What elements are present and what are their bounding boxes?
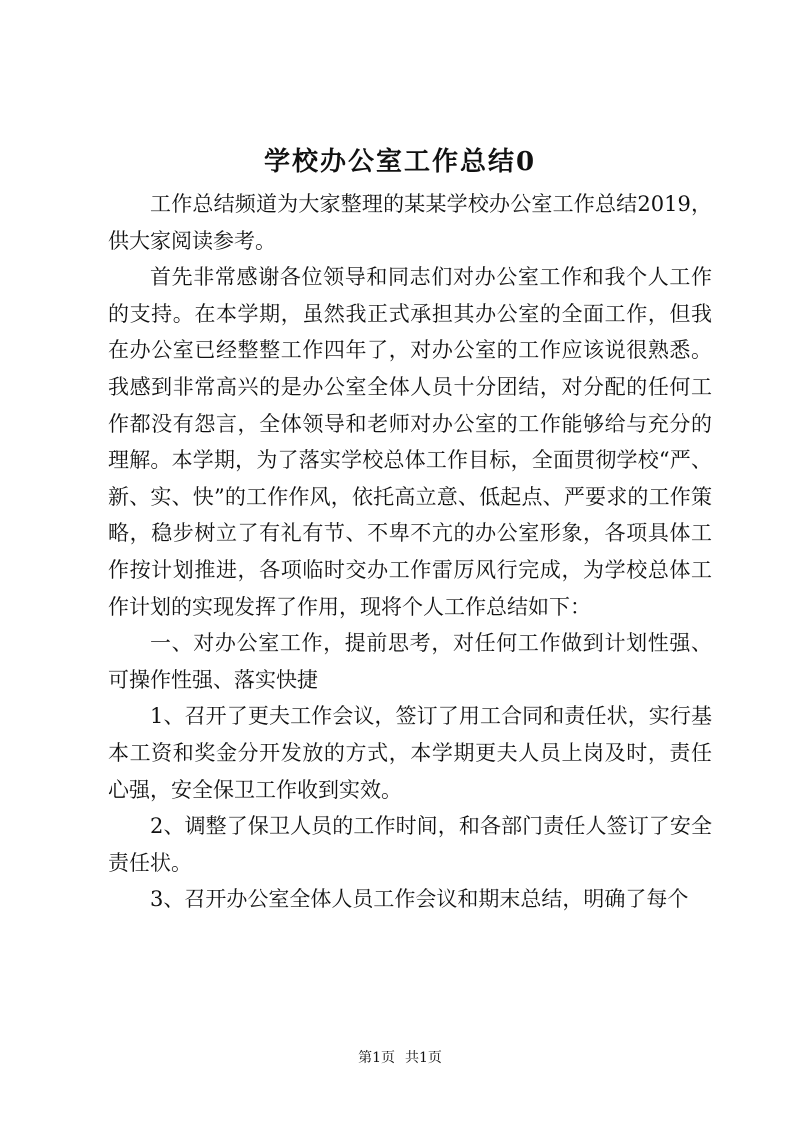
paragraph-item-1: 1、召开了更夫工作会议，签订了用工合同和责任状，实行基本工资和奖金分开发放的方式，本学期更夫人员上岗及时，责任心强，安全保卫工作收到实效。: [108, 704, 712, 802]
paragraph-thanks: 首先非常感谢各位领导和同志们对办公室工作和我个人工作的支持。在本学期，虽然我正式承担其办公室的全面工作，但我在办公室已经整整工作四年了，对办公室的工作应该说很熟悉。我感到非常高兴的是办公室全体人员十分团结，对分配的任何工作都没有怨言，全体领导和老师对办公室的工作能够给与充分的理解。本学期，为了落实学校总体工作目标，全面贯彻学校“严、新、实、快”的工作作风，依托高立意、低起点、严要求的工作策略，稳步树立了有礼有节、不卑不亢的办公室形象，各项具体工作按计划推进，各项临时交办工作雷厉风行完成，为学校总体工作计划的实现发挥了作用，现将个人工作总结如下：: [108, 265, 712, 619]
paragraph-item-3: 3、召开办公室全体人员工作会议和期末总结，明确了每个: [150, 887, 689, 912]
page-footer: [0, 1048, 800, 1068]
page-number: 第1页: [358, 1050, 395, 1066]
page-total: 共1页: [405, 1050, 442, 1066]
document-body: [108, 186, 712, 918]
paragraph-item-2: 2、调整了保卫人员的工作时间，和各部门责任人签订了安全责任状。: [108, 814, 712, 875]
document-title: 学校办公室工作总结0: [263, 147, 537, 177]
paragraph-section-one-heading: 一、对办公室工作，提前思考，对任何工作做到计划性强、可操作性强、落实快捷: [108, 631, 712, 692]
paragraph-intro: 工作总结频道为大家整理的某某学校办公室工作总结2019，供大家阅读参考。: [108, 192, 712, 253]
